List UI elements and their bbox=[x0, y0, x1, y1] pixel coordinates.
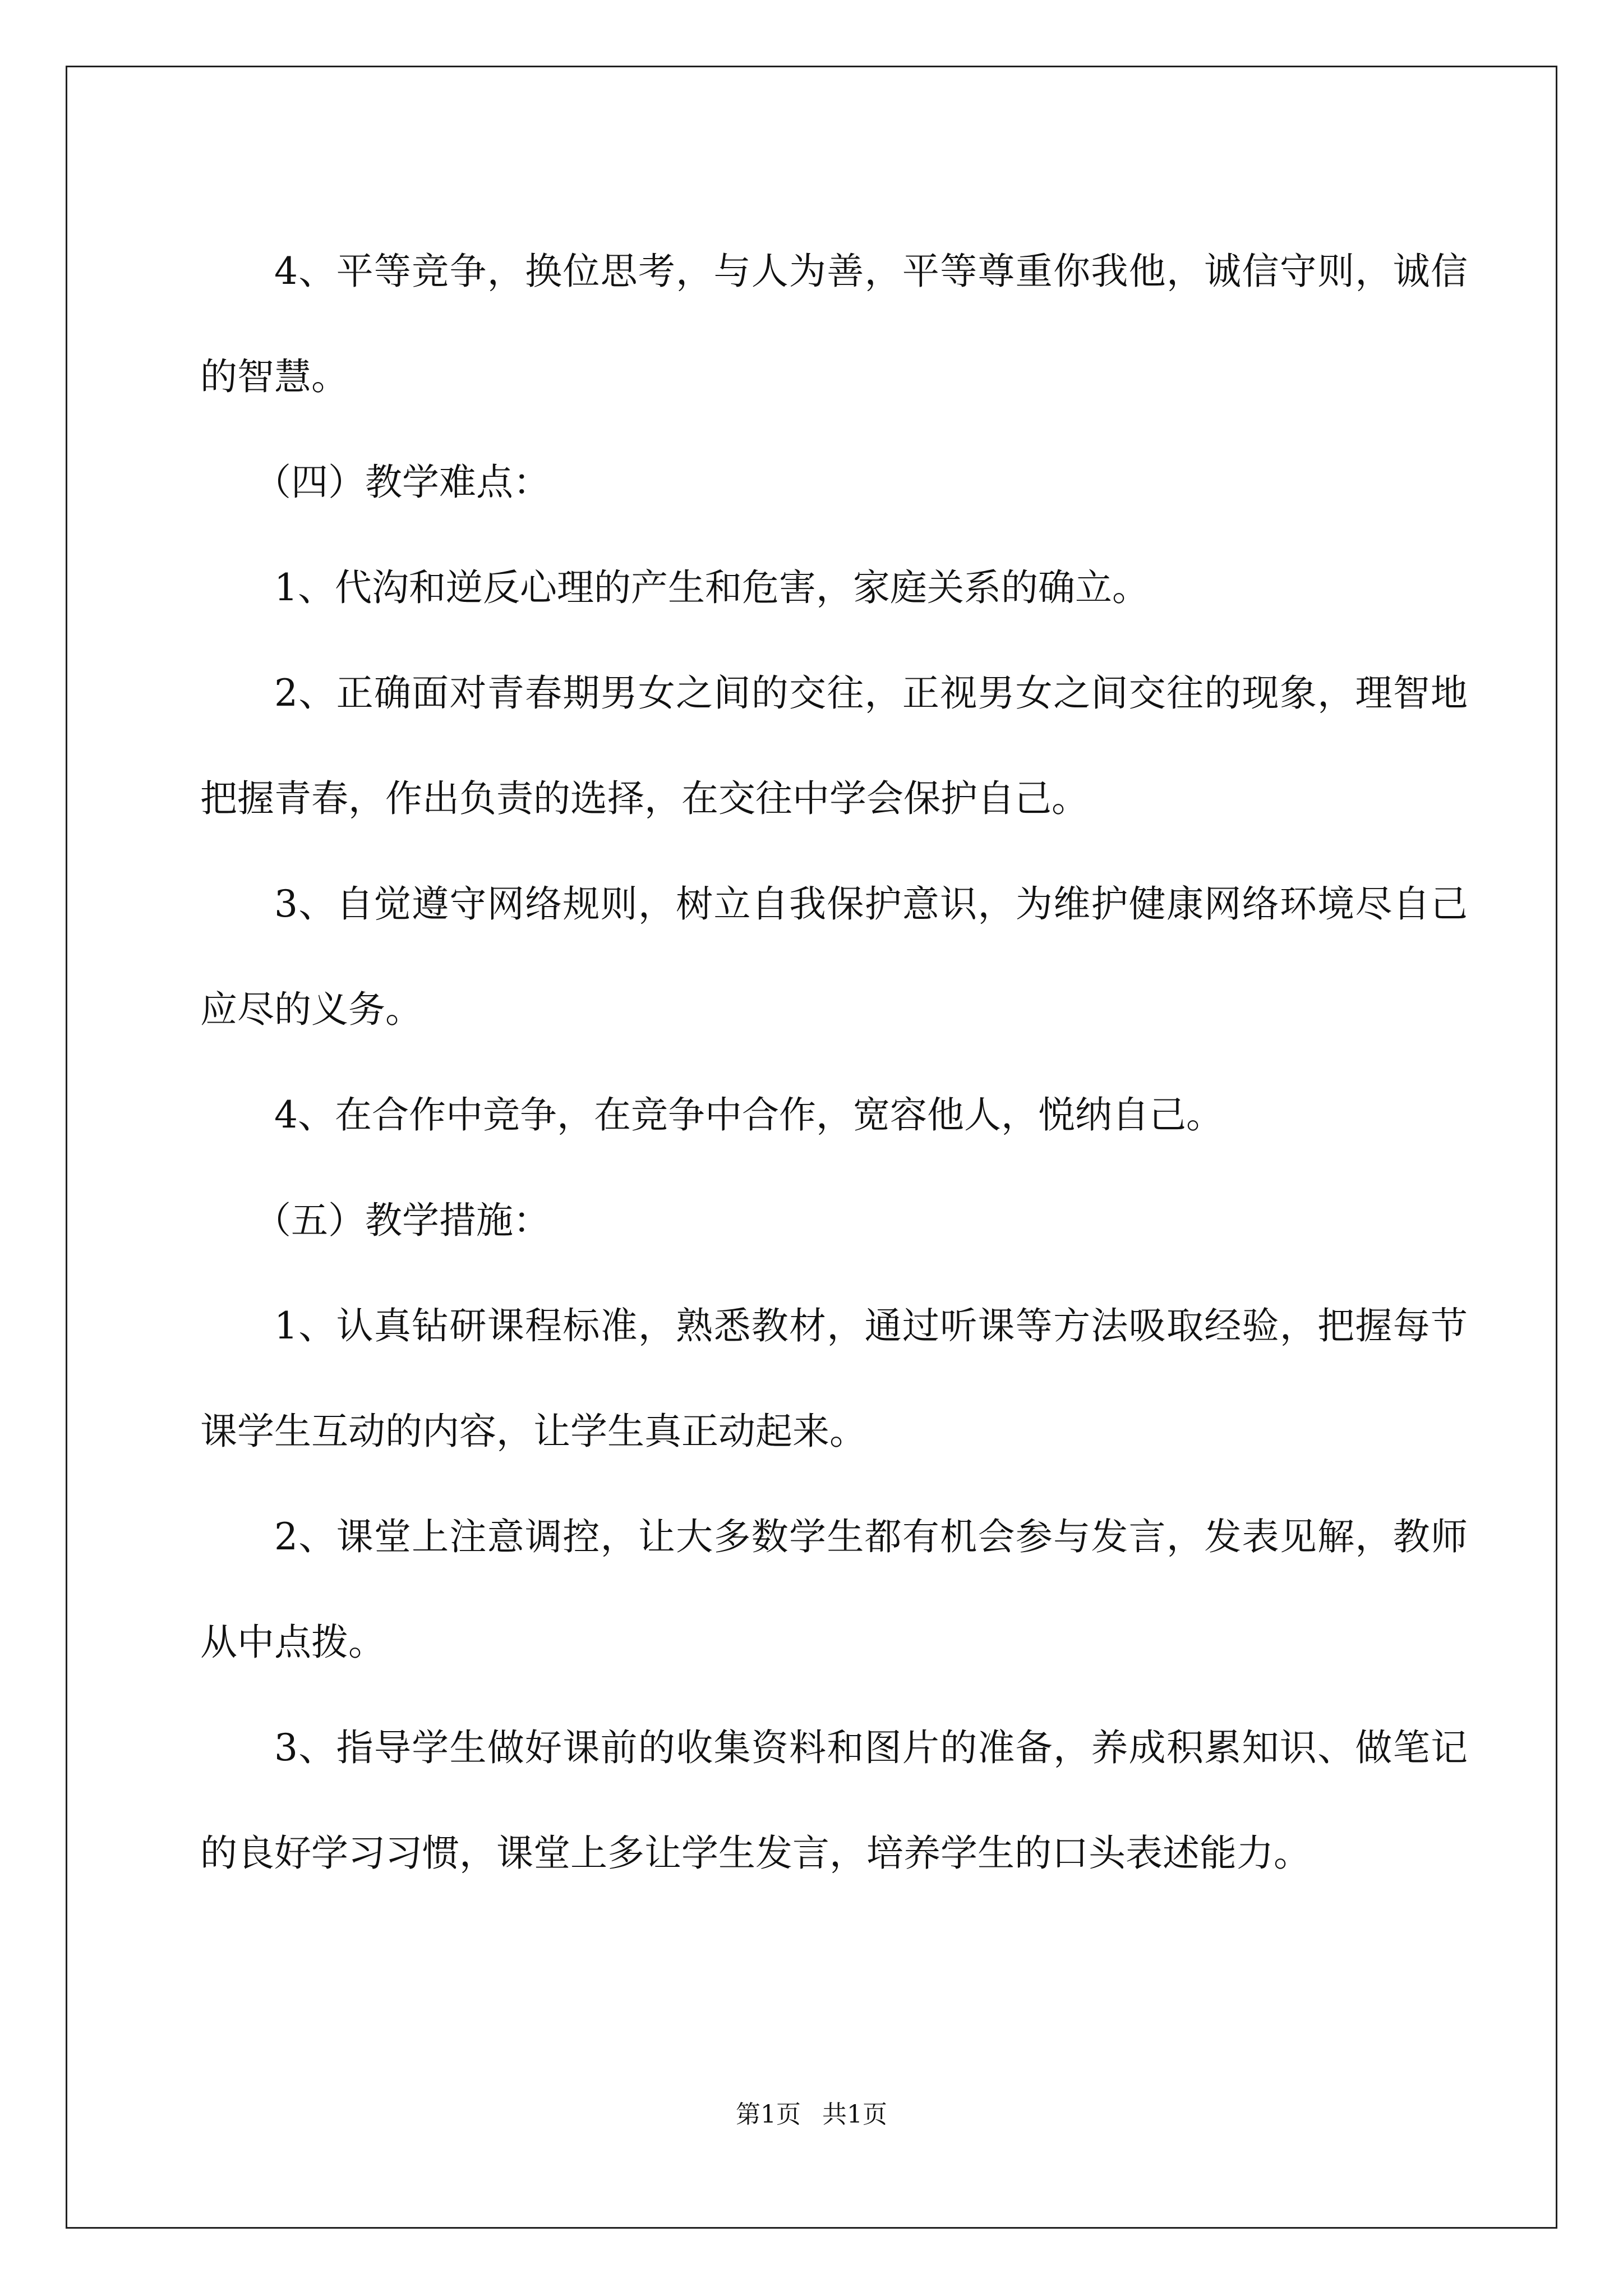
paragraph-2: 1、代沟和逆反心理的产生和危害，家庭关系的确立。 bbox=[274, 566, 1149, 609]
document-body bbox=[200, 219, 1468, 1906]
page-footer bbox=[0, 2098, 1623, 2132]
page-current: 第1页 bbox=[736, 2100, 801, 2129]
paragraph-6: 1、认真钻研课程标准，熟悉教材，通过听课等方法吸取经验，把握每节课学生互动的内容，让学生真正动起来。 bbox=[200, 1304, 1468, 1453]
paragraph-5: 4、在合作中竞争，在竞争中合作，宽容他人，悦纳自己。 bbox=[274, 1093, 1223, 1137]
paragraph-3: 2、正确面对青春期男女之间的交往，正视男女之间交往的现象，理智地把握青春，作出负责的选择，在交往中学会保护自己。 bbox=[200, 671, 1468, 820]
paragraph-1: 4、平等竞争，换位思考，与人为善，平等尊重你我他，诚信守则，诚信的智慧。 bbox=[200, 250, 1468, 398]
paragraph-4: 3、自觉遵守网络规则，树立自我保护意识，为维护健康网络环境尽自己应尽的义务。 bbox=[200, 882, 1468, 1031]
paragraph-7: 2、课堂上注意调控，让大多数学生都有机会参与发言，发表见解，教师从中点拨。 bbox=[200, 1515, 1468, 1664]
page-total: 共1页 bbox=[822, 2100, 887, 2129]
section-heading-teaching-difficulties: （四）教学难点： bbox=[254, 461, 550, 504]
paragraph-8: 3、指导学生做好课前的收集资料和图片的准备，养成积累知识、做笔记的良好学习习惯，课堂上多让学生发言，培养学生的口头表述能力。 bbox=[200, 1726, 1468, 1875]
section-heading-teaching-measures: （五）教学措施： bbox=[254, 1199, 550, 1242]
